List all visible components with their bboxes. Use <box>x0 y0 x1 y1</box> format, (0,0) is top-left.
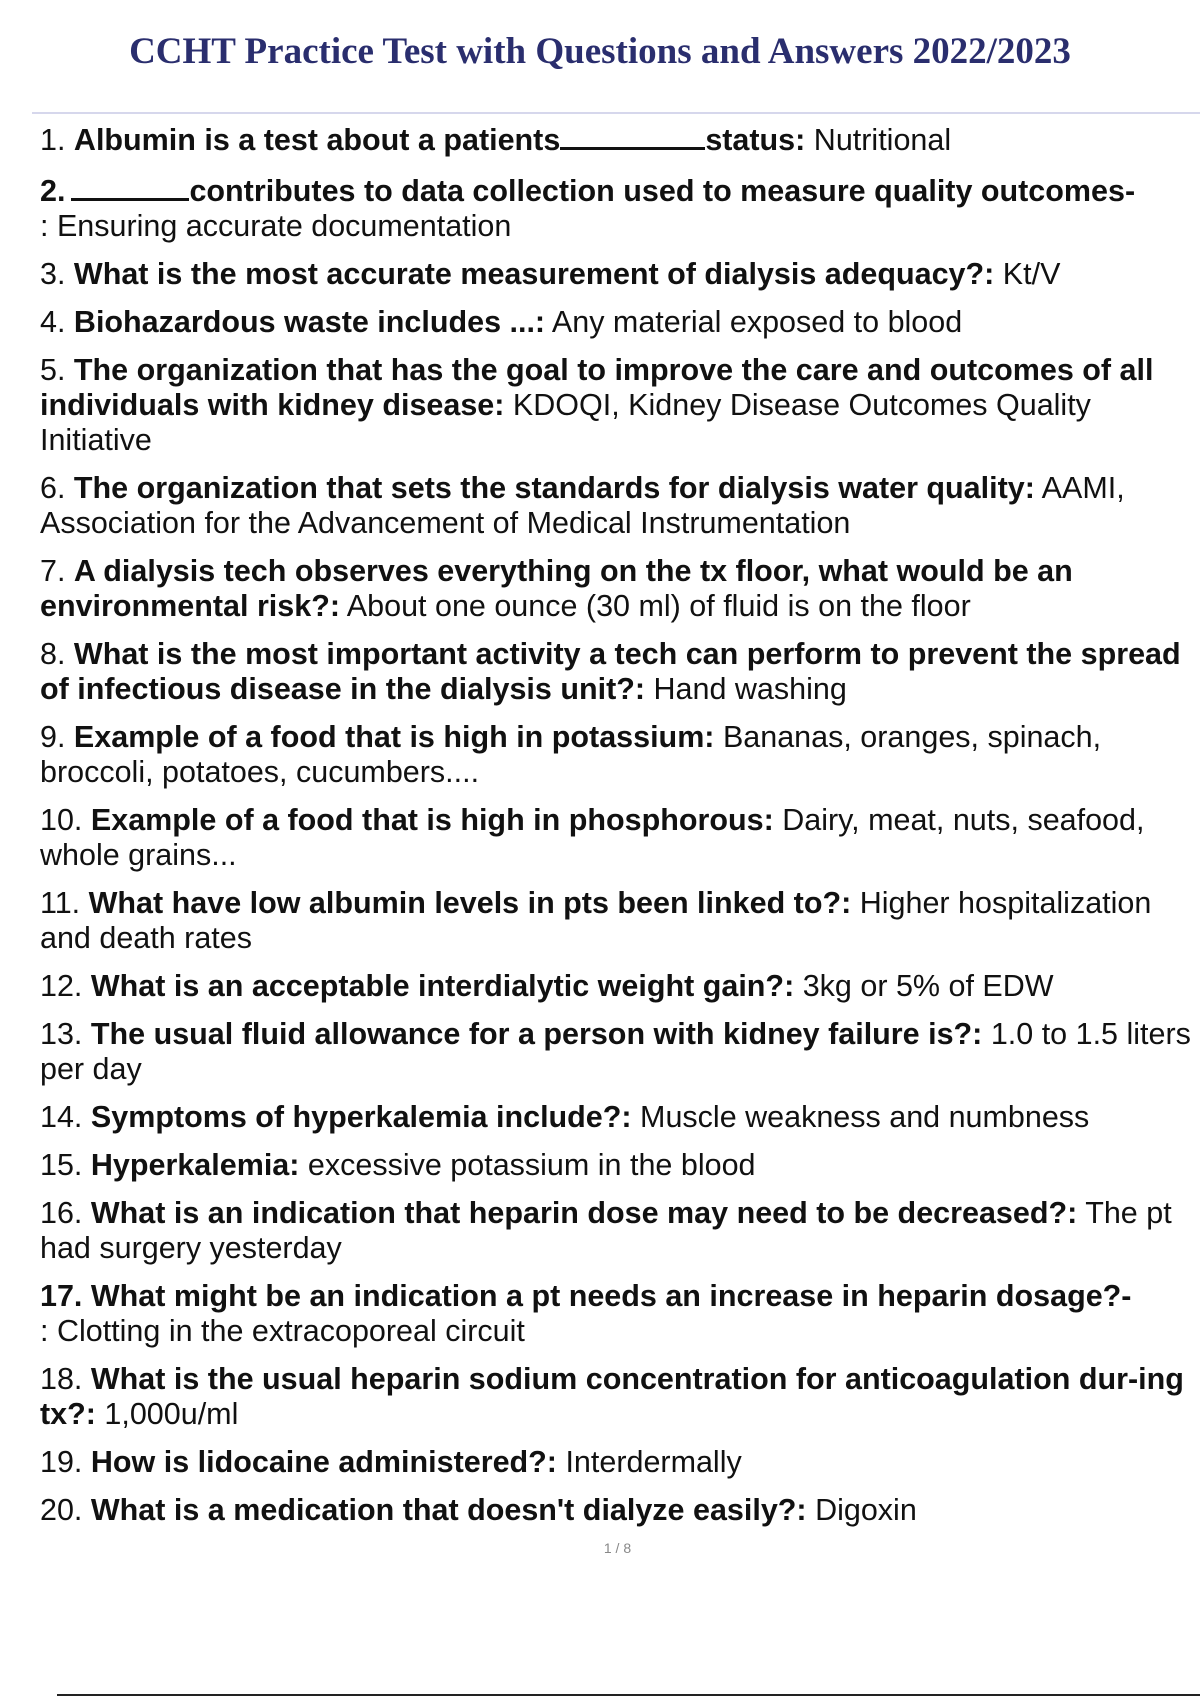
item-number: 14. <box>40 1100 83 1134</box>
item-number: 7. <box>40 554 66 588</box>
item-number: 16. <box>40 1196 83 1230</box>
qa-item-8 <box>40 637 1195 707</box>
item-number: 8. <box>40 637 66 671</box>
qa-item-16 <box>40 1196 1195 1266</box>
question-text: contributes to data collection used to measure quality outcomes- <box>189 174 1136 208</box>
question-text: What is an acceptable interdialytic weight gain?: <box>90 969 795 1003</box>
item-number: 12. <box>40 969 83 1003</box>
qa-item-10 <box>40 803 1195 873</box>
qa-item-6 <box>40 471 1195 541</box>
question-text: What is the most accurate measurement of dialysis adequacy?: <box>73 257 995 291</box>
answer-text: About one ounce (30 ml) of fluid is on the floor <box>346 589 971 623</box>
qa-item-2 <box>40 171 1195 244</box>
item-number: 9. <box>40 720 66 754</box>
item-number: 10. <box>40 803 83 837</box>
question-text: Biohazardous waste includes ...: <box>73 305 546 339</box>
qa-item-1 <box>40 120 1195 158</box>
item-number: 15. <box>40 1148 83 1182</box>
qa-item-17 <box>40 1279 1195 1349</box>
question-text: The organization that sets the standards for dialysis water quality: <box>73 471 1035 505</box>
answer-text: 3kg or 5% of EDW <box>802 969 1054 1003</box>
footer-divider <box>57 1694 1200 1696</box>
qa-item-11 <box>40 886 1195 956</box>
question-text: Example of a food that is high in potassium: <box>73 720 715 754</box>
qa-item-5 <box>40 353 1195 458</box>
qa-item-4 <box>40 305 1195 340</box>
answer-text: 1.0 to 1.5 liters per day <box>40 1017 1191 1086</box>
item-number: 1. <box>40 123 66 157</box>
question-text: What is an indication that heparin dose may need to be decreased?: <box>90 1196 1078 1230</box>
qa-list <box>40 120 1195 1541</box>
item-number: 11. <box>40 886 81 920</box>
answer-text: The pt had surgery yesterday <box>40 1196 1172 1265</box>
answer-text: Bananas, oranges, spinach, broccoli, potatoes, cucumbers.... <box>40 720 1102 789</box>
answer-text: Digoxin <box>815 1493 917 1527</box>
answer-text: Any material exposed to blood <box>551 305 963 339</box>
item-number: 13. <box>40 1017 83 1051</box>
answer-text: excessive potassium in the blood <box>307 1148 756 1182</box>
answer-text: KDOQI, Kidney Disease Outcomes Quality Initiative <box>40 388 1091 457</box>
qa-item-12 <box>40 969 1195 1004</box>
question-text: Example of a food that is high in phosphorous: <box>90 803 774 837</box>
question-text: What is the usual heparin sodium concentration for anticoagulation dur-ing tx?: <box>40 1362 1184 1431</box>
answer-text: : Ensuring accurate documentation <box>40 209 512 243</box>
answer-text: 1,000u/ml <box>104 1397 239 1431</box>
answer-text: : Clotting in the extracoporeal circuit <box>40 1314 525 1348</box>
question-text: What is the most important activity a tech can perform to prevent the spread of infectious disease in the dialysis unit?: <box>40 637 1181 706</box>
question-text: What have low albumin levels in pts been linked to?: <box>88 886 852 920</box>
question-text: What is a medication that doesn't dialyze easily?: <box>90 1493 807 1527</box>
qa-item-20 <box>40 1493 1195 1528</box>
question-text: How is lidocaine administered?: <box>90 1445 557 1479</box>
item-number: 2. <box>40 174 66 208</box>
question-text: Symptoms of hyperkalemia include?: <box>90 1100 632 1134</box>
question-text-end: status: <box>705 123 806 157</box>
question-text: The organization that has the goal to improve the care and outcomes of all individuals with kidney disease: <box>40 353 1154 422</box>
answer-text: Higher hospitalization and death rates <box>40 886 1152 955</box>
qa-item-18 <box>40 1362 1195 1432</box>
item-number: 19. <box>40 1445 83 1479</box>
item-number: 5. <box>40 353 66 387</box>
item-number: 6. <box>40 471 66 505</box>
qa-item-9 <box>40 720 1195 790</box>
answer-text: Nutritional <box>813 123 952 157</box>
question-text: What might be an indication a pt needs an increase in heparin dosage?- <box>90 1279 1132 1313</box>
item-number: 20. <box>40 1493 83 1527</box>
title-divider <box>32 112 1200 114</box>
answer-text: AAMI, Association for the Advancement of Medical Instrumentation <box>40 471 1125 540</box>
answer-text: Dairy, meat, nuts, seafood, whole grains... <box>40 803 1145 872</box>
qa-item-3 <box>40 257 1195 292</box>
answer-blank <box>71 171 189 201</box>
qa-item-14 <box>40 1100 1195 1135</box>
answer-text: Muscle weakness and numbness <box>640 1100 1090 1134</box>
qa-item-15 <box>40 1148 1195 1183</box>
item-number: 3. <box>40 257 66 291</box>
qa-item-13 <box>40 1017 1195 1087</box>
item-number: 4. <box>40 305 66 339</box>
item-number: 17. <box>40 1279 83 1313</box>
answer-blank <box>560 120 705 150</box>
answer-text: Hand washing <box>653 672 847 706</box>
answer-text: Interdermally <box>565 1445 742 1479</box>
question-text: A dialysis tech observes everything on the tx floor, what would be an environmental risk?: <box>40 554 1073 623</box>
question-text: The usual fluid allowance for a person with kidney failure is?: <box>90 1017 983 1051</box>
qa-item-7 <box>40 554 1195 624</box>
qa-item-19 <box>40 1445 1195 1480</box>
answer-text: Kt/V <box>1002 257 1061 291</box>
page-title: CCHT Practice Test with Questions and Answers 2022/2023 <box>129 31 1071 72</box>
item-number: 18. <box>40 1362 83 1396</box>
question-text: Albumin is a test about a patients <box>73 123 561 157</box>
question-text: Hyperkalemia: <box>90 1148 300 1182</box>
page-number: 1 / 8 <box>603 1540 632 1556</box>
